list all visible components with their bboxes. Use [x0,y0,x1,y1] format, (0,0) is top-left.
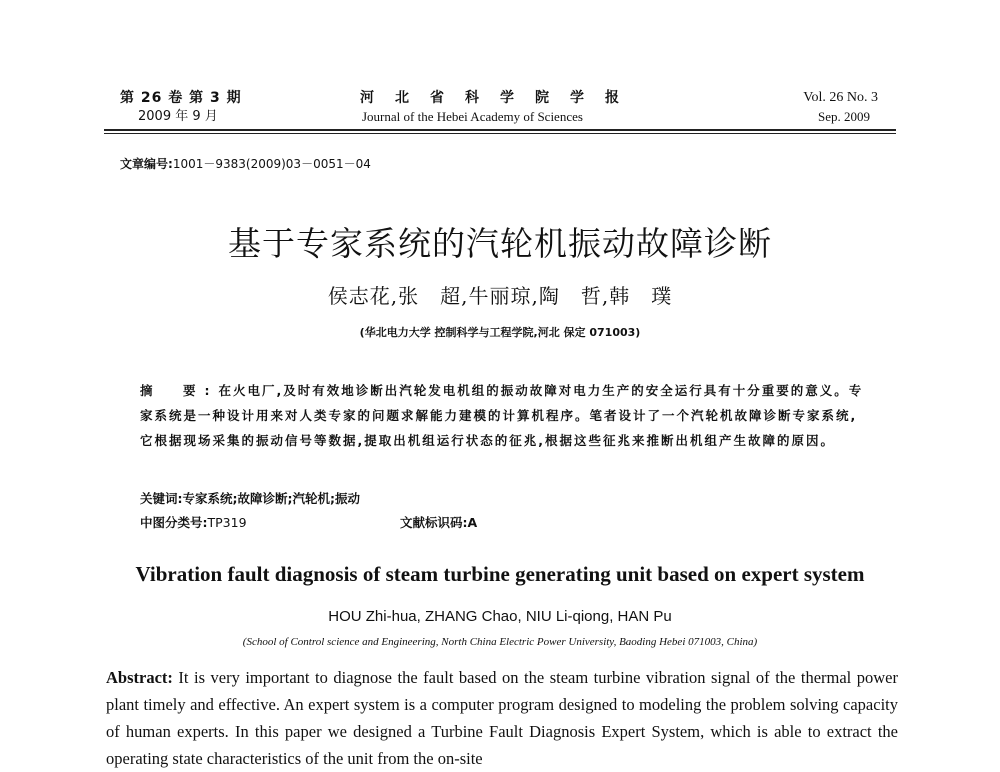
title-cn: 基于专家系统的汽轮机振动故障诊断 [228,224,772,263]
title-en: Vibration fault diagnosis of steam turbine generating unit based on expert system [135,562,865,586]
doc-code-cn-label: 文献标识码: [400,515,468,530]
abstract-en-label: Abstract: [106,668,173,687]
abstract-en-text: It is very important to diagnose the fault based on the steam turbine vibration signal of the thermal power plant timely and effective. An expert system is a computer program designed to modeling the problem solving capacity of human experts. In this paper we designed a Turbine Fault Diagnosis Expert System, which is able to extract the operating state characteristics of the unit from the on-site [106,668,898,768]
keywords-cn-label: 关键词: [140,491,183,506]
classification-cn-label: 中图分类号: [140,515,208,530]
header-journal-en: Journal of the Hebei Academy of Sciences [362,109,583,124]
keywords-cn-text: 专家系统;故障诊断;汽轮机;振动 [182,491,360,506]
header-date-cn: 2009 年 9 月 [138,109,218,124]
header-rule-thin [104,133,896,134]
authors-en: HOU Zhi-hua, ZHANG Chao, NIU Li-qiong, HAN Pu [328,608,672,625]
affiliation-en: (School of Control science and Engineering, North China Electric Power University, Baoding Hebei 071003, China) [242,636,758,648]
header-volume-en: Vol. 26 No. 3 [803,90,878,105]
header-rule-thick [104,129,896,131]
affiliation-cn: (华北电力大学 控制科学与工程学院,河北 保定 071003) [359,326,641,339]
doc-code-cn [400,513,477,531]
article-number [120,155,371,172]
article-number-value: 1001－9383(2009)03－0051－04 [172,157,371,171]
classification-cn-code: TP319 [207,515,247,530]
article-number-label: 文章编号: [120,157,173,171]
classification-cn [140,513,247,531]
header-journal-cn: 河北省科学院学报 [360,90,640,106]
keywords-cn [140,489,360,507]
abstract-cn [140,378,870,453]
authors-cn: 侯志花,张 超,牛丽琼,陶 哲,韩 璞 [327,284,673,308]
abstract-cn-text: 在火电厂,及时有效地诊断出汽轮发电机组的振动故障对电力生产的安全运行具有十分重要的意义。专家系统是一种设计用来对人类专家的问题求解能力建模的计算机程序。笔者设计了一个汽轮机故障诊断专家系统,它根据现场采集的振动信号等数据,提取出机组运行状态的征兆,根据这些征兆来推断出机组产生故障的原因。 [140,383,864,448]
abstract-en [106,664,898,772]
header-volume-cn: 第 26 卷 第 3 期 [120,90,242,106]
abstract-cn-label: 摘 要: [140,383,219,398]
doc-code-cn-value: A [467,515,478,530]
header-date-en: Sep. 2009 [818,109,870,124]
